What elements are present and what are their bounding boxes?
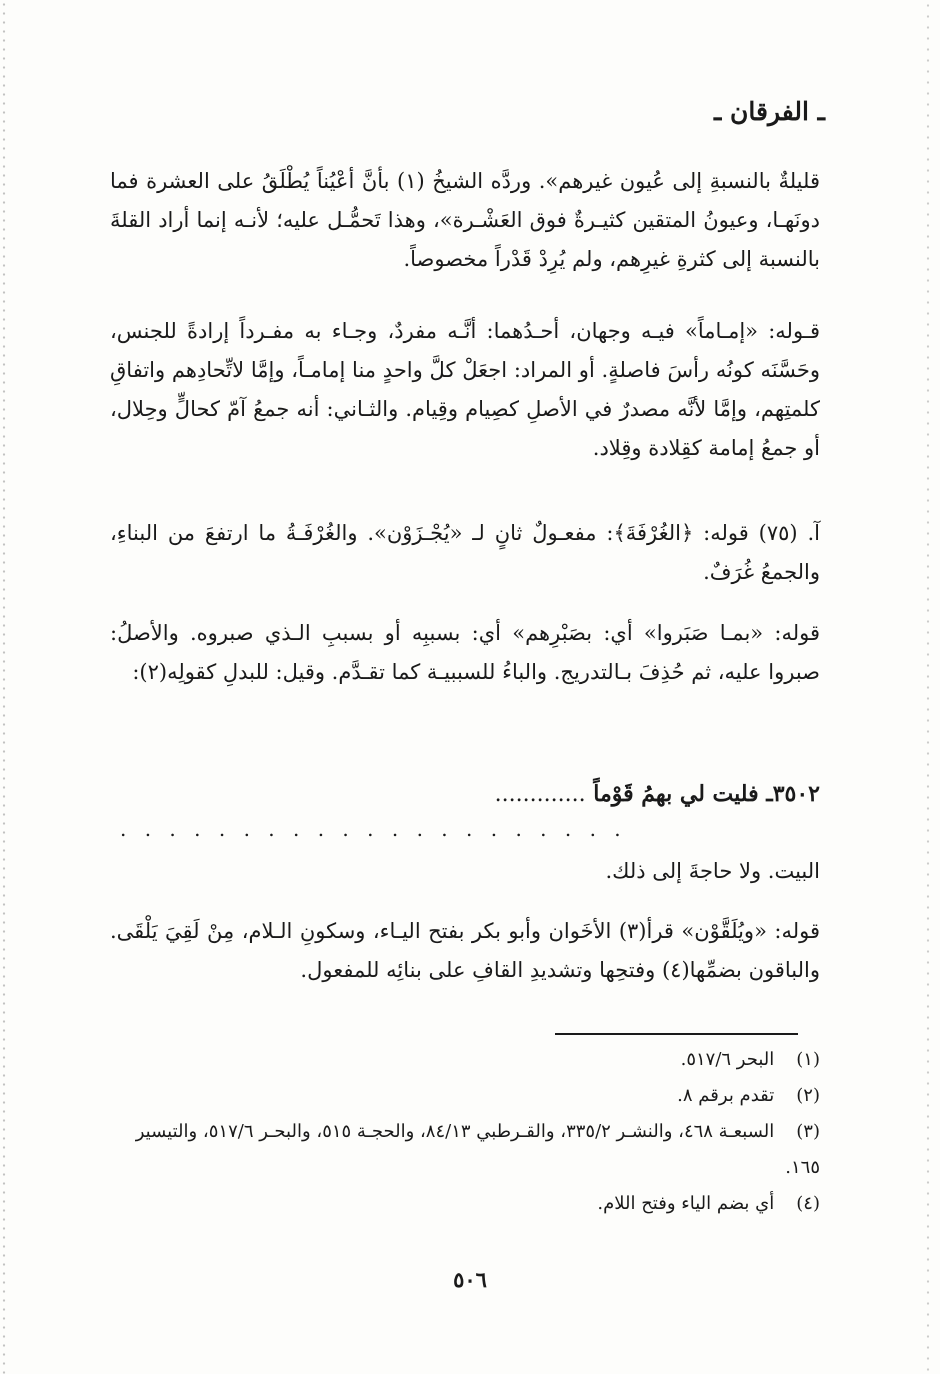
paragraph-2 bbox=[110, 312, 820, 468]
footnote-4 bbox=[110, 1186, 820, 1222]
footnote-text: السبعـة ٤٦٨، والنشـر ٣٣٥/٢، والقـرطبي ٨٤/١٣، والحجـة ٥١٥، والبحـر ٥١٧/٦، والتيسير ١٦٥. bbox=[135, 1121, 820, 1178]
footnote-number: (٣) bbox=[796, 1121, 820, 1142]
running-header: ـ الفرقان ـ bbox=[714, 97, 825, 126]
paragraph-4-text: قوله: «بمـا صَبَروا» أي: بصَبْرِهم» أي: بسببِه أو بسببِ الـذي صبروه. والأصلُ: صبروا عليه، ثم حُذِفَ بـالتدريج. والباءُ للسببيـة كما تقـدَّم. وقيل: للبدلِ كقولِه(٢): bbox=[110, 621, 820, 684]
footnote-number: (٤) bbox=[796, 1193, 820, 1214]
paragraph-5-text: البيت. ولا حاجةَ إلى ذلك. bbox=[605, 859, 820, 883]
paragraph-1 bbox=[110, 162, 820, 279]
verse-continuation-dots: . . . . . . . . . . . . . . . . . . . . . bbox=[120, 817, 627, 841]
page-number: ٥٠٦ bbox=[453, 1267, 487, 1292]
paragraph-6-text: قوله: «ويُلَقَّوْن» قرأ(٣) الأخَوان وأبو بكر بفتح اليـاء، وسكونِ الـلام، مِنْ لَقِيَ يَلْقَى. والباقون بضمِّها(٤) وفتحِها وتشديدِ القافِ على بنائِه للمفعول. bbox=[110, 919, 820, 982]
footnote-3 bbox=[110, 1114, 820, 1186]
footnote-text: البحر ٥١٧/٦. bbox=[680, 1049, 775, 1070]
paragraph-5 bbox=[110, 852, 820, 891]
paragraph-6 bbox=[110, 912, 820, 990]
scan-edge-left bbox=[2, 0, 6, 1374]
footnote-text: تقدم برقم ٨. bbox=[677, 1085, 775, 1106]
footnote-number: (٢) bbox=[796, 1085, 820, 1106]
verse-line bbox=[360, 772, 820, 816]
footnote-divider bbox=[555, 1033, 798, 1035]
footnote-2 bbox=[110, 1078, 820, 1114]
paragraph-4 bbox=[110, 614, 820, 692]
verse-number: ٣٥٠٢ـ bbox=[766, 781, 820, 807]
footnote-1 bbox=[110, 1042, 820, 1078]
footnotes bbox=[110, 1042, 820, 1222]
verse-text: فليت لي بهمُ قَوْماً bbox=[593, 781, 759, 807]
footnote-text: أي بضم الياء وفتح اللام. bbox=[597, 1193, 775, 1214]
paragraph-2-text: قـوله: «إمـاماً» فيـه وجهان، أحـدُهما: أنَّـه مفردٌ، وجـاء به مفـرداً إرادةً للجنس، وحَسَّنَه كونُه رأسَ فاصلةٍ. أو المراد: اجعَلْ كلَّ واحدٍ منا إمامـاً، وإمَّا لاتِّحادِهم واتفاقِ كلمتِهم، وإمَّا لأنَّه مصدرٌ في الأصلِ كصِيام وقِيام. والثـاني: أنه جمعُ آمّ كحالٍّ وحِلال، أو جمعُ إمامة كقِلادة وقِلاد. bbox=[110, 319, 820, 460]
footnote-number: (١) bbox=[796, 1049, 820, 1070]
paragraph-3-text: آ. (٧٥) قوله: ﴿الغُرْفَةَ﴾: مفعـولٌ ثانٍ لـ «يُجْـزَوْن». والغُرْفَـةُ ما ارتفعَ من البناءِ، والجمعُ غُرَفٌ. bbox=[110, 521, 820, 584]
paragraph-3 bbox=[110, 514, 820, 592]
paragraph-1-text: قليلةٌ بالنسبةِ إلى عُيون غيرهم». وردَّه الشيخُ (١) بأنَّ أعْيُناً يُطْلَقُ على العشرة فما دونَهـا، وعيونُ المتقين كثيـرةٌ فوق العَشْـرة»، وهذا تَحمُّـل عليه؛ لأنـه إنما أراد القلةَ بالنسبة إلى كثرةِ غيرِهم، ولم يُرِدْ قَدْراً مخصوصاً. bbox=[110, 169, 820, 271]
verse-dots: ............. bbox=[494, 782, 586, 807]
scan-edge-right bbox=[926, 0, 930, 1374]
